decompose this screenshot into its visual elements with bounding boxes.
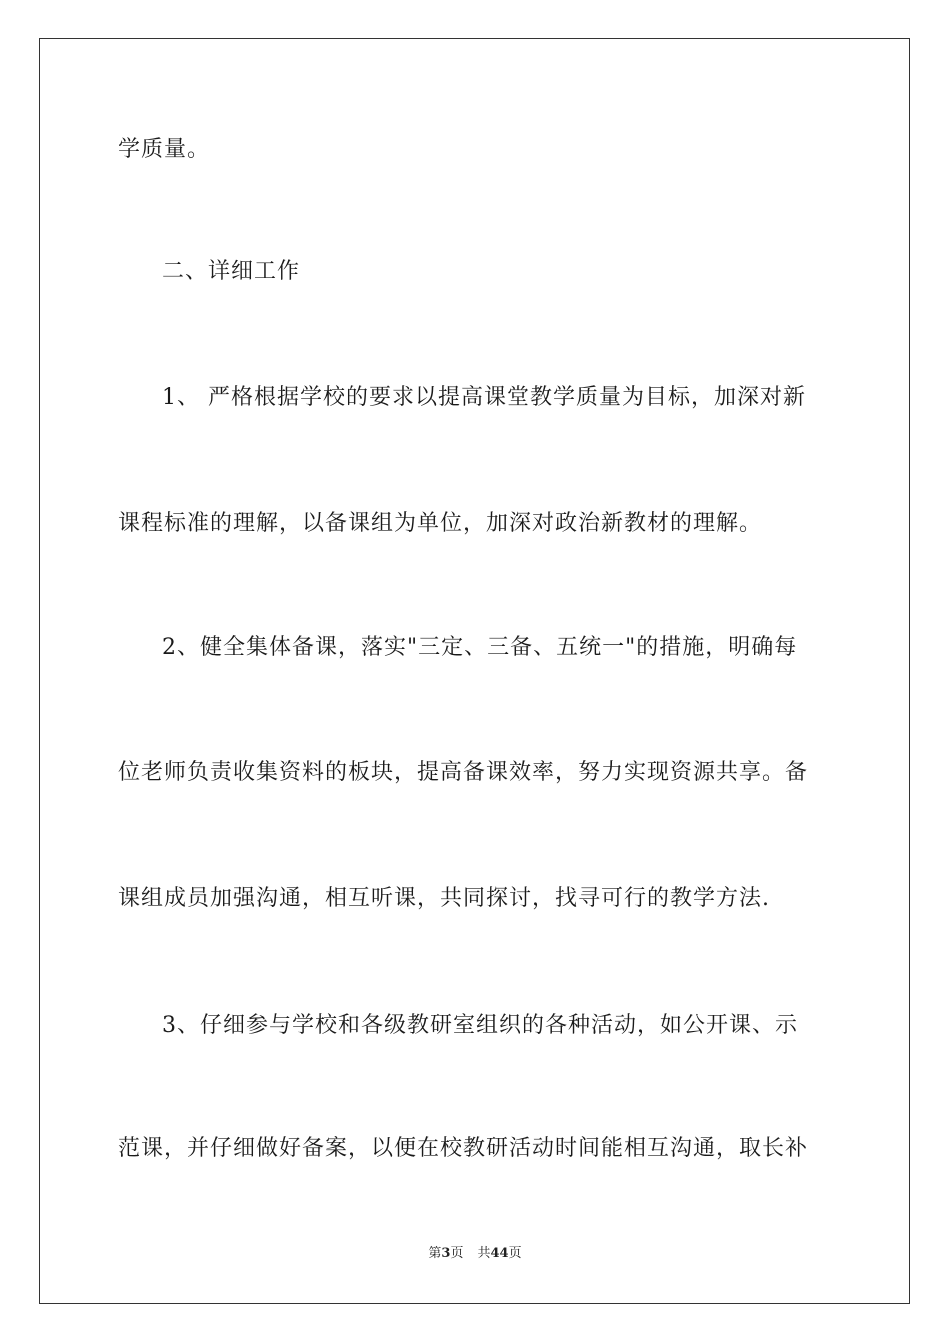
footer-page-suffix: 页 [450, 1246, 464, 1261]
section-heading: 二、详细工作 [162, 259, 301, 284]
footer-total-suffix: 页 [508, 1246, 522, 1261]
paragraph-line-1: 学质量。 [118, 137, 211, 162]
page-footer [0, 1245, 950, 1263]
paragraph-line-8: 范课，并仔细做好备案，以便在校教研活动时间能相互沟通，取长补 [118, 1136, 809, 1161]
paragraph-line-4: 2、健全集体备课，落实"三定、三备、五统一"的措施，明确每 [162, 635, 798, 660]
footer-page-prefix: 第 [428, 1246, 442, 1261]
paragraph-line-3: 课程标准的理解，以备课组为单位，加深对政治新教材的理解。 [118, 511, 763, 536]
paragraph-line-5: 位老师负责收集资料的板块，提高备课效率，努力实现资源共享。备 [118, 760, 809, 785]
footer-page-number: 3 [441, 1246, 451, 1261]
paragraph-line-6: 课组成员加强沟通，相互听课，共同探讨，找寻可行的教学方法. [118, 886, 770, 911]
page-frame [39, 38, 910, 1304]
footer-total-prefix: 共 [477, 1246, 491, 1261]
paragraph-line-7: 3、仔细参与学校和各级教研室组织的各种活动，如公开课、示 [162, 1013, 798, 1038]
paragraph-line-2: 1、 严格根据学校的要求以提高课堂教学质量为目标，加深对新 [162, 385, 806, 410]
footer-total-pages: 44 [490, 1246, 509, 1261]
